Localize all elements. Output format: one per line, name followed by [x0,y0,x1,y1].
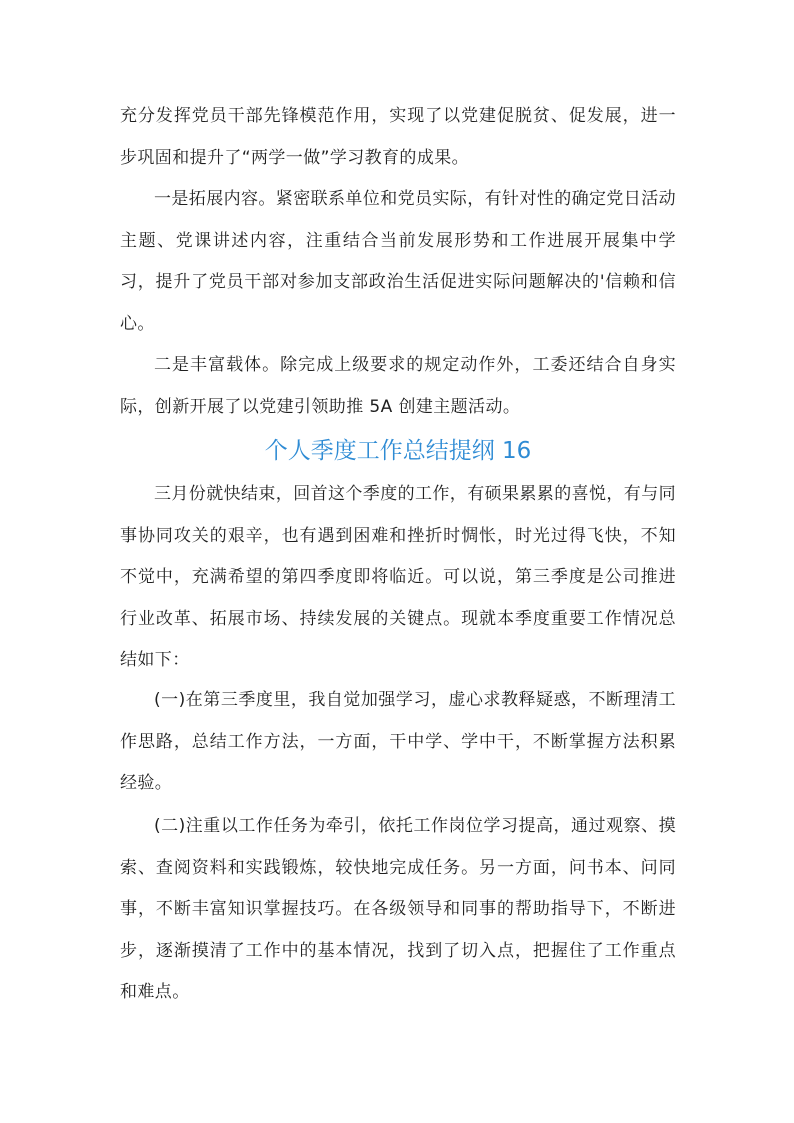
section-heading: 个人季度工作总结提纲 16 [264,438,532,464]
paragraph-quarter-intro: 三月份就快结束，回首这个季度的工作，有硕果累累的喜悦，有与同事协同攻关的艰辛，也有遇到困难和挫折时惆怅，时光过得飞快，不知不觉中，充满希望的第四季度即将临近。可以说，第三季度是公司推进行业改革、拓展市场、持续发展的关键点。现就本季度重要工作情况总结如下： [120,484,676,670]
paragraph-continuation: 充分发挥党员干部先锋模范作用，实现了以党建促脱贫、促发展，进一步巩固和提升了“两学一做”学习教育的成果。 [120,106,676,168]
paragraph-item-two: (二)注重以工作任务为牵引，依托工作岗位学习提高，通过观察、摸索、查阅资料和实践锻炼，较快地完成任务。另一方面，问书本、问同事，不断丰富知识掌握技巧。在各级领导和同事的帮助指导下，不断进步，逐渐摸清了工作中的基本情况，找到了切入点，把握住了工作重点和难点。 [120,816,676,1002]
paragraph-item-one: (一)在第三季度里，我自觉加强学习，虚心求教释疑惑，不断理清工作思路，总结工作方法，一方面，干中学、学中干，不断掌握方法积累经验。 [120,690,676,793]
paragraph-enrich-carrier: 二是丰富载体。除完成上级要求的规定动作外，工委还结合自身实际，创新开展了以党建引领助推 5A 创建主题活动。 [120,355,676,417]
paragraph-expand-content: 一是拓展内容。紧密联系单位和党员实际，有针对性的确定党日活动主题、党课讲述内容，注重结合当前发展形势和工作进展开展集中学习，提升了党员干部对参加支部政治生活促进实际问题解决的'信赖和信心。 [120,189,676,334]
